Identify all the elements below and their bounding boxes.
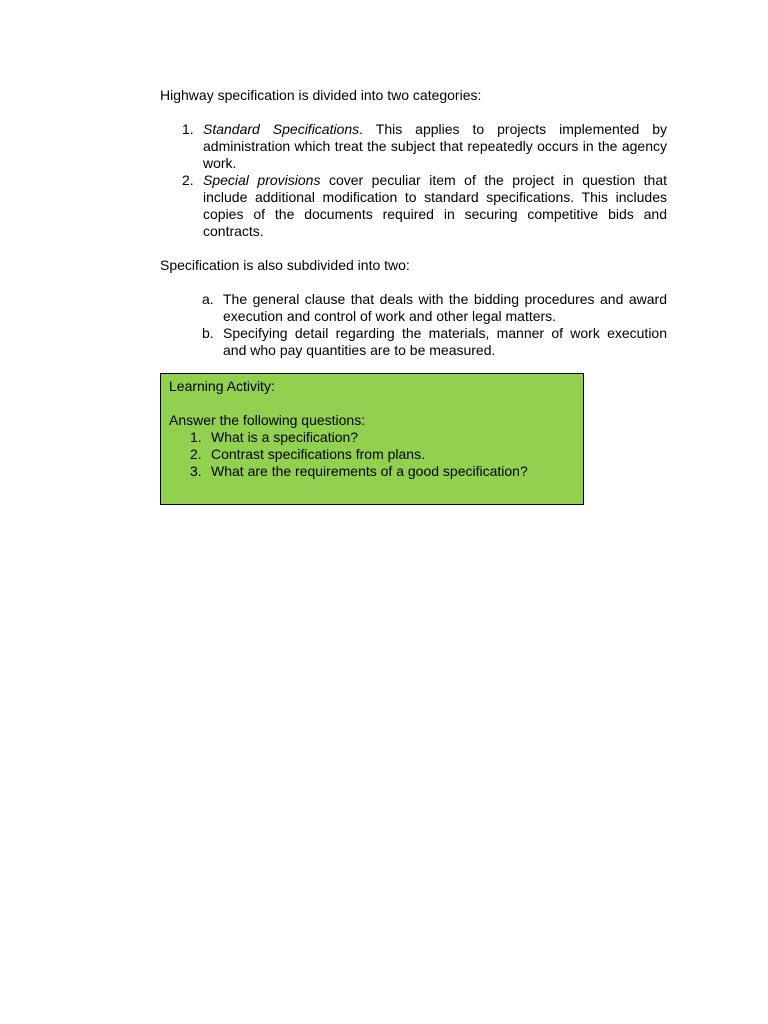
spacer xyxy=(169,395,575,412)
term-standard-specifications: Standard Specifications xyxy=(203,121,360,137)
question-number: 3. xyxy=(190,463,202,479)
questions-list xyxy=(169,429,575,480)
list-item-special-provisions xyxy=(160,172,667,240)
question-number: 1. xyxy=(190,429,202,445)
question-text: What are the requirements of a good specification? xyxy=(211,463,528,479)
document-body xyxy=(160,87,667,376)
categories-intro: Highway specification is divided into two categories: xyxy=(160,87,482,103)
question-item xyxy=(169,429,575,446)
term-special-provisions: Special provisions xyxy=(203,172,321,188)
activity-title: Learning Activity: xyxy=(169,378,275,394)
list-item-standard-specifications xyxy=(160,121,667,172)
question-item xyxy=(169,463,575,480)
list-number: 2. xyxy=(182,172,194,188)
question-item xyxy=(169,446,575,463)
list-item-general-clause xyxy=(160,291,667,325)
list-item-specifying-detail xyxy=(160,325,667,359)
activity-instruction: Answer the following questions: xyxy=(169,412,366,428)
subdivision-text: The general clause that deals with the bidding procedures and award execution and control of work and other legal matters. xyxy=(223,291,667,324)
learning-activity-box xyxy=(160,373,584,505)
list-letter: a. xyxy=(202,291,214,307)
subdivisions-intro: Specification is also subdivided into two: xyxy=(160,257,410,273)
question-text: Contrast specifications from plans. xyxy=(211,446,425,462)
categories-list xyxy=(160,121,667,240)
subdivision-text: Specifying detail regarding the materials, manner of work execution and who pay quantities are to be measured. xyxy=(223,325,667,358)
question-number: 2. xyxy=(190,446,202,462)
question-text: What is a specification? xyxy=(211,429,359,445)
list-letter: b. xyxy=(202,325,214,341)
list-number: 1. xyxy=(182,121,194,137)
description-special-provisions: cover peculiar item of the project in question that include additional modification to standard specifications. This includes copies of the documents required in securing competitive bids and contracts. xyxy=(203,172,667,239)
subdivisions-list xyxy=(160,291,667,359)
description-standard-specifications: . This applies to projects implemented by administration which treat the subject that repeatedly occurs in the agency work. xyxy=(203,121,668,171)
